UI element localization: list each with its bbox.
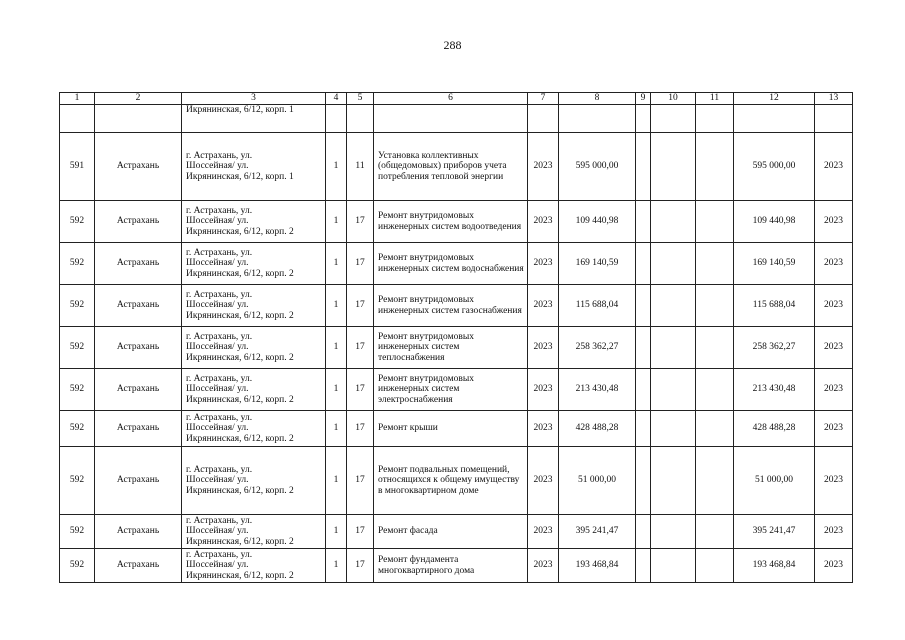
column-header: 7 [528,93,559,105]
cell-col-10 [651,549,696,583]
column-header: 10 [651,93,696,105]
cell-col-10 [651,285,696,327]
works-table [59,92,853,583]
address-line: г. Астрахань, ул. [186,150,253,161]
cell-col-9 [636,285,651,327]
cell-col-5: 17 [347,201,374,243]
row-number: 592 [60,201,95,243]
cell-col-10 [651,447,696,515]
work-type: Ремонт фасада [374,515,528,549]
total-cost: 115 688,04 [734,285,815,327]
cell-col-4: 1 [326,549,347,583]
work-type: Установка коллективных (общедомовых) приборов учета потребления тепловой энергии [374,133,528,201]
address-line: г. Астрахань, ул. [186,247,253,258]
address-line: г. Астрахань, ул. [186,412,253,423]
year: 2023 [528,285,559,327]
row-number: 592 [60,411,95,447]
address-line: Икрянинская, 6/12, корп. 2 [186,226,294,237]
cell-col-5: 11 [347,133,374,201]
address-line: г. Астрахань, ул. [186,373,253,384]
address [182,369,326,411]
column-header: 1 [60,93,95,105]
address [182,515,326,549]
table-row [60,133,853,201]
total-cost: 595 000,00 [734,133,815,201]
total-cost: 169 140,59 [734,243,815,285]
cell-col-4: 1 [326,201,347,243]
address-line: Шоссейная/ ул. [186,423,249,434]
address-line: г. Астрахань, ул. [186,549,253,560]
cell-col-11 [696,549,734,583]
cell-col-5: 17 [347,243,374,285]
cell-col-4: 1 [326,285,347,327]
page-number: 288 [443,38,462,52]
cost: 428 488,28 [559,411,636,447]
cell-col-9 [636,133,651,201]
cost: 193 468,84 [559,549,636,583]
cell-col-10 [651,201,696,243]
cell-col-5: 17 [347,447,374,515]
row-number: 592 [60,369,95,411]
city: Астрахань [95,411,182,447]
work-type: Ремонт подвальных помещений, относящихся к общему имуществу в многоквартирном доме [374,447,528,515]
cell-col-9 [636,515,651,549]
cell-col-5: 17 [347,515,374,549]
column-header: 5 [347,93,374,105]
city: Астрахань [95,201,182,243]
cell-col-9 [636,243,651,285]
year: 2023 [528,411,559,447]
cell-col-4: 1 [326,447,347,515]
continuation-row [60,105,853,133]
cell-col-11 [696,411,734,447]
address-line: Шоссейная/ ул. [186,384,249,395]
table-row [60,515,853,549]
address-line: Шоссейная/ ул. [186,300,249,311]
address [182,549,326,583]
column-header: 11 [696,93,734,105]
cell-col-4: 1 [326,369,347,411]
cell-col-9 [636,369,651,411]
address-line: Икрянинская, 6/12, корп. 2 [186,394,294,405]
row-number: 592 [60,327,95,369]
cost: 51 000,00 [559,447,636,515]
address-line: Шоссейная/ ул. [186,526,249,537]
cell-col-9 [636,549,651,583]
cost: 169 140,59 [559,243,636,285]
cell-col-11 [696,447,734,515]
cell-col-9 [636,411,651,447]
address-line: г. Астрахань, ул. [186,331,253,342]
cell-col-5 [347,105,374,133]
work-type: Ремонт крыши [374,411,528,447]
city: Астрахань [95,447,182,515]
city: Астрахань [95,133,182,201]
cell-col-10 [651,105,696,133]
table-row [60,549,853,583]
work-type: Ремонт внутридомовых инженерных систем электроснабжения [374,369,528,411]
cell-col-11 [696,243,734,285]
city: Астрахань [95,549,182,583]
address-line: Икрянинская, 6/12, корп. 2 [186,433,294,444]
cell-col-9 [636,105,651,133]
row-number: 592 [60,447,95,515]
column-header: 2 [95,93,182,105]
cell-col-5: 17 [347,549,374,583]
table-row [60,369,853,411]
table-row [60,327,853,369]
address-line: г. Астрахань, ул. [186,205,253,216]
cell-col-5: 17 [347,369,374,411]
year-end: 2023 [815,243,853,285]
address [182,243,326,285]
table-row [60,285,853,327]
total-cost: 193 468,84 [734,549,815,583]
cell-col-12 [734,105,815,133]
cell-col-5: 17 [347,285,374,327]
address-line: Икрянинская, 6/12, корп. 2 [186,570,294,581]
city: Астрахань [95,243,182,285]
address-line: Икрянинская, 6/12, корп. 1 [186,171,294,182]
address [182,411,326,447]
address-line: Икрянинская, 6/12, корп. 2 [186,310,294,321]
year-end: 2023 [815,549,853,583]
row-number: 592 [60,515,95,549]
column-header: 6 [374,93,528,105]
column-header: 3 [182,93,326,105]
cell-col-6 [374,105,528,133]
year: 2023 [528,369,559,411]
cell-col-9 [636,201,651,243]
column-header: 4 [326,93,347,105]
address-line: Икрянинская, 6/12, корп. 2 [186,485,294,496]
cell-col-13 [815,105,853,133]
cell-col-11 [696,105,734,133]
cell-col-10 [651,133,696,201]
total-cost: 213 430,48 [734,369,815,411]
total-cost: 109 440,98 [734,201,815,243]
cell-col-4: 1 [326,243,347,285]
cell-col-5: 17 [347,327,374,369]
total-cost: 258 362,27 [734,327,815,369]
address-line: Икрянинская, 6/12, корп. 2 [186,536,294,547]
cell-col-11 [696,369,734,411]
cell-col-11 [696,133,734,201]
address-line: Икрянинская, 6/12, корп. 2 [186,352,294,363]
cell-col-4: 1 [326,327,347,369]
cell-col-10 [651,369,696,411]
city: Астрахань [95,285,182,327]
cell-col-10 [651,411,696,447]
cell-col-4: 1 [326,515,347,549]
cost: 395 241,47 [559,515,636,549]
address-line: г. Астрахань, ул. [186,289,253,300]
address-line: Шоссейная/ ул. [186,258,249,269]
cell-col-8 [559,105,636,133]
address [182,133,326,201]
cost: 258 362,27 [559,327,636,369]
row-number: 592 [60,243,95,285]
cost: 109 440,98 [559,201,636,243]
cell-col-4 [326,105,347,133]
work-type: Ремонт внутридомовых инженерных систем газоснабжения [374,285,528,327]
cell-address: Икрянинская, 6/12, корп. 1 [182,105,326,133]
cell-col-10 [651,243,696,285]
total-cost: 395 241,47 [734,515,815,549]
year-end: 2023 [815,515,853,549]
address [182,447,326,515]
table-row [60,411,853,447]
address [182,201,326,243]
year-end: 2023 [815,411,853,447]
table-row [60,201,853,243]
cell-col-4: 1 [326,411,347,447]
city: Астрахань [95,369,182,411]
year: 2023 [528,243,559,285]
header-row [60,93,853,105]
cell-col-7 [528,105,559,133]
cell-col-11 [696,515,734,549]
year: 2023 [528,133,559,201]
cell-col-10 [651,515,696,549]
address-line: г. Астрахань, ул. [186,464,253,475]
address-line: Шоссейная/ ул. [186,216,249,227]
year: 2023 [528,549,559,583]
year-end: 2023 [815,327,853,369]
city: Астрахань [95,327,182,369]
cell-col-11 [696,327,734,369]
cell-col-11 [696,285,734,327]
cell-col-9 [636,327,651,369]
column-header: 8 [559,93,636,105]
year: 2023 [528,515,559,549]
total-cost: 51 000,00 [734,447,815,515]
address-line: Шоссейная/ ул. [186,161,249,172]
address [182,327,326,369]
column-header: 9 [636,93,651,105]
column-header: 12 [734,93,815,105]
year-end: 2023 [815,369,853,411]
work-type: Ремонт внутридомовых инженерных систем водоснабжения [374,243,528,285]
row-number: 591 [60,133,95,201]
address-line: Шоссейная/ ул. [186,560,249,571]
cell-col-11 [696,201,734,243]
year-end: 2023 [815,201,853,243]
cost: 213 430,48 [559,369,636,411]
cell-col-10 [651,327,696,369]
address-line: Шоссейная/ ул. [186,475,249,486]
cell-col-2 [95,105,182,133]
total-cost: 428 488,28 [734,411,815,447]
cost: 115 688,04 [559,285,636,327]
cost: 595 000,00 [559,133,636,201]
table-row [60,447,853,515]
address [182,285,326,327]
cell-col-9 [636,447,651,515]
year-end: 2023 [815,133,853,201]
address-line: Икрянинская, 6/12, корп. 2 [186,268,294,279]
cell-col-5: 17 [347,411,374,447]
year-end: 2023 [815,447,853,515]
city: Астрахань [95,515,182,549]
row-number: 592 [60,285,95,327]
cell-col-4: 1 [326,133,347,201]
table-row [60,243,853,285]
address-line: г. Астрахань, ул. [186,515,253,526]
year: 2023 [528,327,559,369]
year: 2023 [528,447,559,515]
address-line: Шоссейная/ ул. [186,342,249,353]
work-type: Ремонт фундамента многоквартирного дома [374,549,528,583]
work-type: Ремонт внутридомовых инженерных систем теплоснабжения [374,327,528,369]
column-header: 13 [815,93,853,105]
year-end: 2023 [815,285,853,327]
work-type: Ремонт внутридомовых инженерных систем водоотведения [374,201,528,243]
row-number: 592 [60,549,95,583]
year: 2023 [528,201,559,243]
cell-col-1 [60,105,95,133]
